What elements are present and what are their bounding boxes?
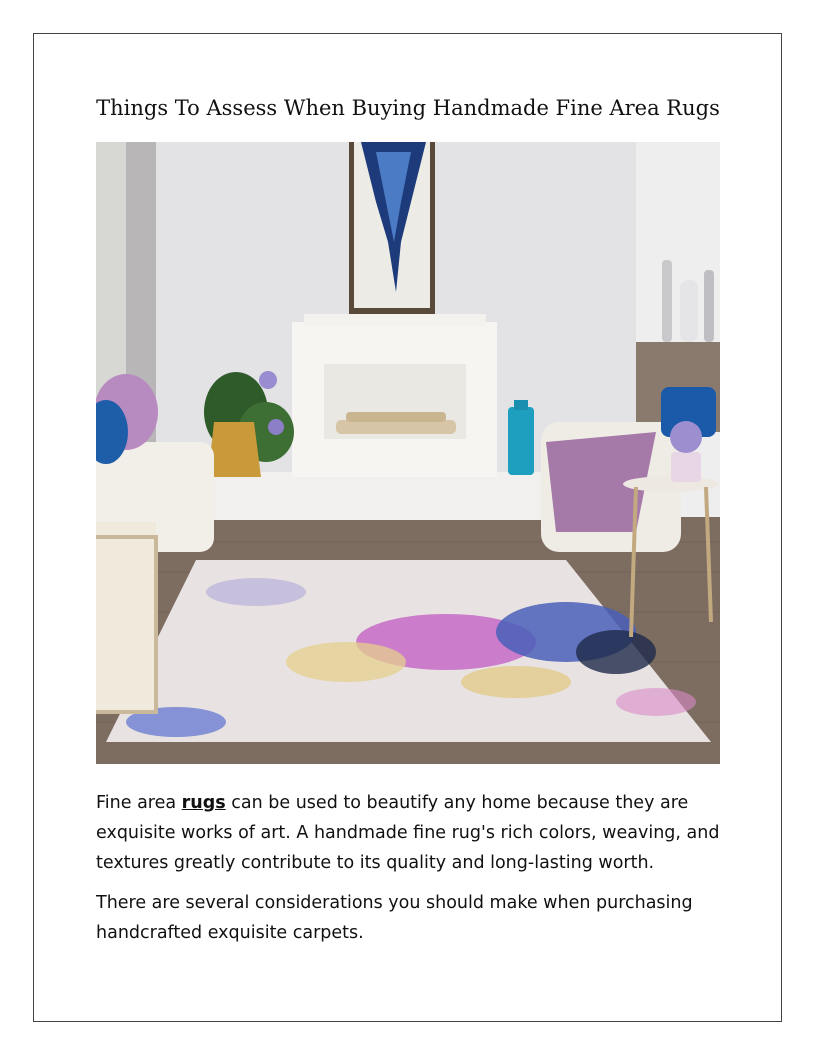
paragraph-considerations: There are several considerations you should make when purchasing handcrafted exquisite carpets. bbox=[96, 893, 693, 943]
document-title: Things To Assess When Buying Handmade Fine Area Rugs bbox=[96, 96, 720, 120]
paragraph-text: Fine area bbox=[96, 793, 182, 813]
paragraph-intro bbox=[96, 788, 726, 878]
rugs-link[interactable]: rugs bbox=[181, 793, 226, 813]
article-body bbox=[96, 788, 726, 958]
paragraph-text: can be used to beautify any home because they are exquisite works of art. A handmade fine rug's rich colors, weaving, and textures greatly contribute to its quality and long-lasting worth. bbox=[96, 793, 720, 873]
room-rug-photo bbox=[96, 142, 720, 764]
